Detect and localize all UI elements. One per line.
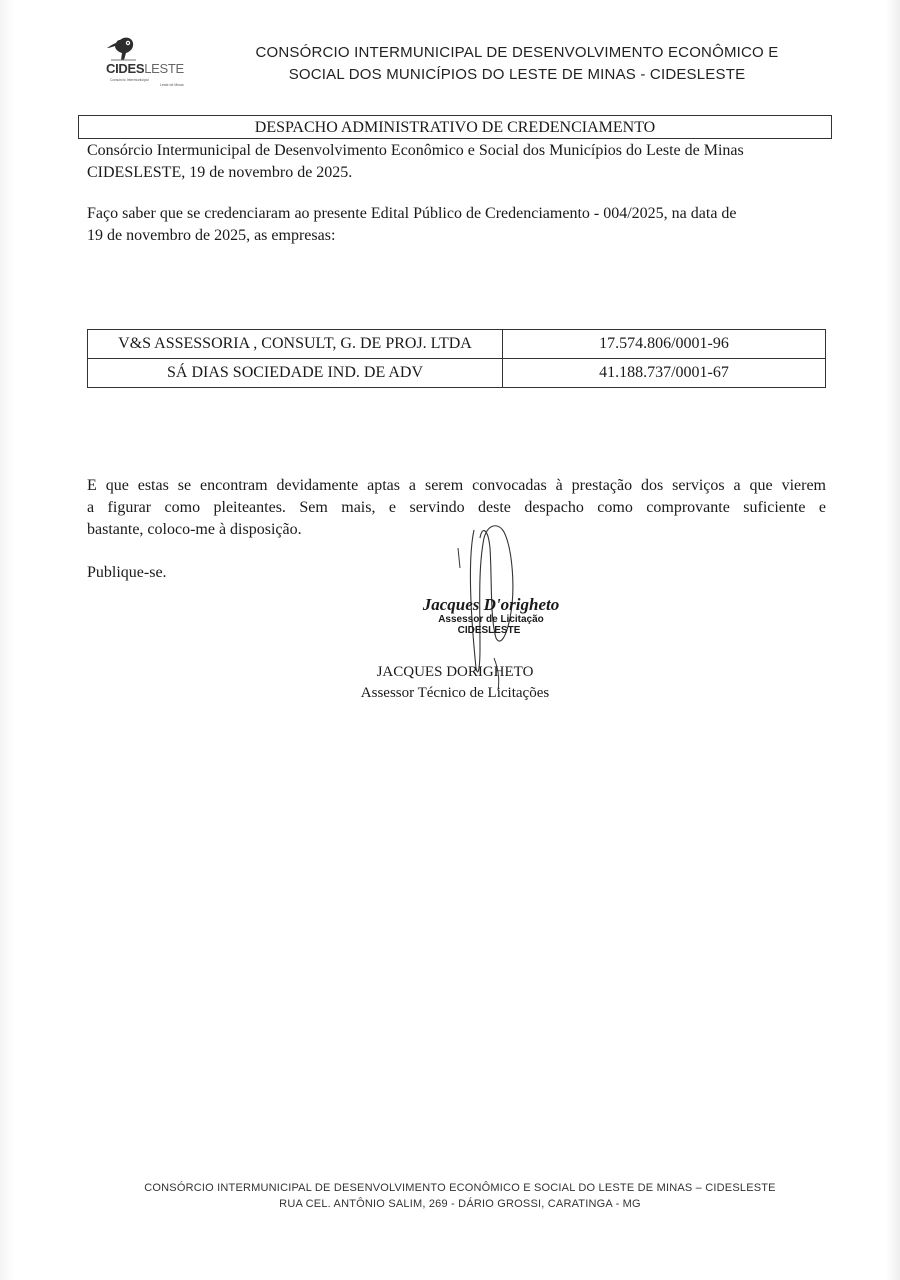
publish-line: Publique-se. <box>87 564 167 581</box>
stamp-name: Jacques D'origheto <box>422 595 560 614</box>
notice-line-1: Faço saber que se credenciaram ao presente Edital Público de Credenciamento - 004/2025, na data de <box>87 205 737 222</box>
table-row <box>88 330 826 359</box>
signer-block <box>330 662 580 704</box>
company-name: SÁ DIAS SOCIEDADE IND. DE ADV <box>88 359 503 388</box>
letterhead-line-2: SOCIAL DOS MUNICÍPIOS DO LESTE DE MINAS - CIDESLESTE <box>288 66 746 83</box>
notice-paragraph <box>87 203 827 247</box>
cidesleste-logo <box>102 36 202 88</box>
stamp-org: CIDESLESTE <box>457 625 521 636</box>
company-name: V&S ASSESSORIA , CONSULT, G. DE PROJ. LTDA <box>88 330 503 359</box>
logo-tagline-2: Leste de Minas <box>160 83 184 87</box>
letterhead-line-1: CONSÓRCIO INTERMUNICIPAL DE DESENVOLVIMENTO ECONÔMICO E <box>255 44 779 61</box>
logo-tagline-1: Consórcio Intermunicipal <box>110 78 149 82</box>
footer-line-1: CONSÓRCIO INTERMUNICIPAL DE DESENVOLVIMENTO ECONÔMICO E SOCIAL DO LESTE DE MINAS – CIDESLESTE <box>144 1182 776 1194</box>
signer-name: JACQUES DORIGHETO <box>376 664 534 680</box>
company-cnpj: 41.188.737/0001-67 <box>503 359 826 388</box>
closing-line-1: E que estas se encontram devidamente aptas a serem convocadas à prestação dos serviços a que vierem <box>87 477 826 494</box>
intro-paragraph <box>87 140 827 184</box>
bird-emblem-icon <box>106 36 140 64</box>
companies-table <box>87 329 826 388</box>
logo-brand <box>106 61 184 76</box>
intro-line-1: Consórcio Intermunicipal de Desenvolvimento Econômico e Social dos Municípios do Leste de Minas <box>87 142 744 159</box>
signature-stamp <box>396 595 596 636</box>
intro-line-2: CIDESLESTE, 19 de novembro de 2025. <box>87 164 353 181</box>
logo-brand-light: LESTE <box>144 61 184 76</box>
letterhead <box>232 42 802 86</box>
document-title: DESPACHO ADMINISTRATIVO DE CREDENCIAMENTO <box>78 115 832 139</box>
closing-line-2: a figurar como pleiteantes. Sem mais, e servindo deste despacho como comprovante suficiente e <box>87 499 826 516</box>
company-cnpj: 17.574.806/0001-96 <box>503 330 826 359</box>
closing-line-3: bastante, coloco-me à disposição. <box>87 521 302 538</box>
page-footer <box>100 1180 820 1212</box>
table-row <box>88 359 826 388</box>
footer-line-2: RUA CEL. ANTÔNIO SALIM, 269 - DÁRIO GROSSI, CARATINGA - MG <box>279 1198 641 1210</box>
logo-brand-bold: CIDES <box>106 61 145 76</box>
stamp-role: Assessor de Licitação <box>438 614 544 625</box>
notice-line-2: 19 de novembro de 2025, as empresas: <box>87 227 336 244</box>
signer-title: Assessor Técnico de Licitações <box>360 685 550 701</box>
